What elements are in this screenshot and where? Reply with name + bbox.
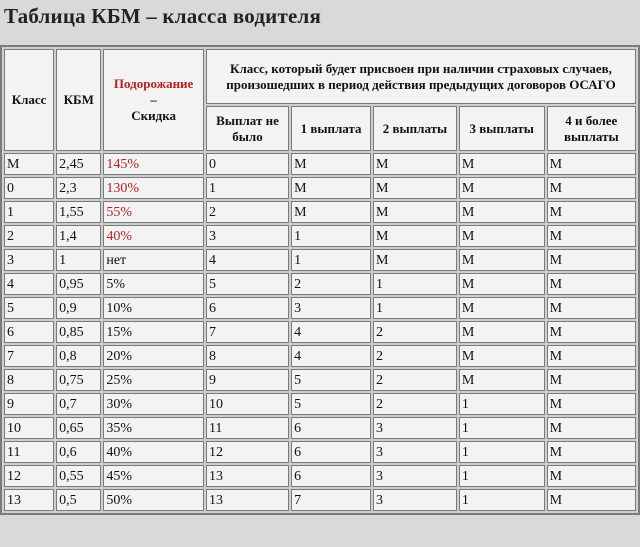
class-cell: 9 (4, 393, 54, 415)
kbm-cell: 1,55 (56, 201, 101, 223)
two-payouts-cell: 2 (373, 369, 457, 391)
change-cell: 50% (103, 489, 204, 511)
one-payout-cell: М (291, 177, 371, 199)
table-body (4, 153, 636, 511)
three-payouts-cell: 1 (459, 441, 545, 463)
kbm-table (0, 45, 640, 515)
change-cell: 55% (103, 201, 204, 223)
four-plus-payouts-cell: М (547, 417, 636, 439)
header-change-dash: – (150, 92, 157, 107)
three-payouts-cell: М (459, 153, 545, 175)
four-plus-payouts-cell: М (547, 489, 636, 511)
one-payout-cell: 1 (291, 225, 371, 247)
kbm-cell: 0,5 (56, 489, 101, 511)
change-cell: 25% (103, 369, 204, 391)
header-change-bottom: Скидка (131, 108, 176, 123)
no-payouts-cell: 2 (206, 201, 289, 223)
subheader-3-payouts: 3 выплаты (459, 106, 545, 151)
class-cell: 11 (4, 441, 54, 463)
header-row (4, 49, 636, 104)
table-container (0, 45, 640, 515)
kbm-cell: 0,65 (56, 417, 101, 439)
three-payouts-cell: М (459, 369, 545, 391)
no-payouts-cell: 12 (206, 441, 289, 463)
two-payouts-cell: 2 (373, 393, 457, 415)
kbm-cell: 0,7 (56, 393, 101, 415)
class-cell: 12 (4, 465, 54, 487)
four-plus-payouts-cell: М (547, 177, 636, 199)
three-payouts-cell: М (459, 273, 545, 295)
change-cell: 130% (103, 177, 204, 199)
two-payouts-cell: М (373, 249, 457, 271)
three-payouts-cell: М (459, 321, 545, 343)
change-cell: 40% (103, 225, 204, 247)
change-cell: 35% (103, 417, 204, 439)
table-row (4, 369, 636, 391)
three-payouts-cell: М (459, 225, 545, 247)
two-payouts-cell: 1 (373, 273, 457, 295)
kbm-cell: 2,45 (56, 153, 101, 175)
no-payouts-cell: 10 (206, 393, 289, 415)
subheader-no-payouts: Выплат не было (206, 106, 289, 151)
kbm-cell: 1,4 (56, 225, 101, 247)
class-cell: 1 (4, 201, 54, 223)
four-plus-payouts-cell: М (547, 201, 636, 223)
table-row (4, 489, 636, 511)
three-payouts-cell: 1 (459, 393, 545, 415)
class-cell: 6 (4, 321, 54, 343)
kbm-cell: 0,6 (56, 441, 101, 463)
class-cell: 3 (4, 249, 54, 271)
no-payouts-cell: 3 (206, 225, 289, 247)
one-payout-cell: 6 (291, 465, 371, 487)
four-plus-payouts-cell: М (547, 321, 636, 343)
table-row (4, 297, 636, 319)
one-payout-cell: 7 (291, 489, 371, 511)
table-row (4, 153, 636, 175)
four-plus-payouts-cell: М (547, 225, 636, 247)
change-cell: 30% (103, 393, 204, 415)
no-payouts-cell: 5 (206, 273, 289, 295)
three-payouts-cell: М (459, 201, 545, 223)
two-payouts-cell: 3 (373, 465, 457, 487)
one-payout-cell: 5 (291, 369, 371, 391)
one-payout-cell: 3 (291, 297, 371, 319)
four-plus-payouts-cell: М (547, 153, 636, 175)
two-payouts-cell: М (373, 201, 457, 223)
one-payout-cell: 6 (291, 417, 371, 439)
three-payouts-cell: 1 (459, 465, 545, 487)
class-cell: 13 (4, 489, 54, 511)
kbm-cell: 0,8 (56, 345, 101, 367)
table-row (4, 177, 636, 199)
class-cell: 4 (4, 273, 54, 295)
three-payouts-cell: М (459, 297, 545, 319)
page-title: Таблица КБМ – класса водителя (4, 4, 322, 28)
table-row (4, 201, 636, 223)
class-cell: 10 (4, 417, 54, 439)
class-cell: 2 (4, 225, 54, 247)
subheader-2-payouts: 2 выплаты (373, 106, 457, 151)
four-plus-payouts-cell: М (547, 297, 636, 319)
change-cell: нет (103, 249, 204, 271)
subheader-4plus-payouts: 4 и более выплаты (547, 106, 636, 151)
one-payout-cell: 5 (291, 393, 371, 415)
two-payouts-cell: 1 (373, 297, 457, 319)
header-class: Класс (4, 49, 54, 151)
one-payout-cell: 4 (291, 321, 371, 343)
no-payouts-cell: 9 (206, 369, 289, 391)
table-row (4, 249, 636, 271)
header-kbm: КБМ (56, 49, 101, 151)
kbm-cell: 0,75 (56, 369, 101, 391)
no-payouts-cell: 6 (206, 297, 289, 319)
one-payout-cell: 2 (291, 273, 371, 295)
change-cell: 10% (103, 297, 204, 319)
table-row (4, 225, 636, 247)
four-plus-payouts-cell: М (547, 441, 636, 463)
class-cell: 7 (4, 345, 54, 367)
no-payouts-cell: 8 (206, 345, 289, 367)
change-cell: 40% (103, 441, 204, 463)
one-payout-cell: М (291, 153, 371, 175)
kbm-cell: 0,95 (56, 273, 101, 295)
four-plus-payouts-cell: М (547, 393, 636, 415)
two-payouts-cell: 3 (373, 441, 457, 463)
three-payouts-cell: 1 (459, 417, 545, 439)
change-cell: 15% (103, 321, 204, 343)
four-plus-payouts-cell: М (547, 273, 636, 295)
header-group: Класс, который будет присвоен при наличии страховых случаев, произошедших в период действия предыдущих договоров ОСАГО (206, 49, 636, 104)
three-payouts-cell: М (459, 177, 545, 199)
table-row (4, 345, 636, 367)
change-cell: 5% (103, 273, 204, 295)
two-payouts-cell: М (373, 225, 457, 247)
one-payout-cell: 4 (291, 345, 371, 367)
kbm-cell: 0,55 (56, 465, 101, 487)
class-cell: 8 (4, 369, 54, 391)
header-change (103, 49, 204, 151)
one-payout-cell: М (291, 201, 371, 223)
two-payouts-cell: 2 (373, 321, 457, 343)
two-payouts-cell: М (373, 177, 457, 199)
no-payouts-cell: 4 (206, 249, 289, 271)
change-cell: 145% (103, 153, 204, 175)
table-row (4, 417, 636, 439)
two-payouts-cell: М (373, 153, 457, 175)
kbm-cell: 0,9 (56, 297, 101, 319)
three-payouts-cell: М (459, 345, 545, 367)
one-payout-cell: 1 (291, 249, 371, 271)
table-row (4, 273, 636, 295)
three-payouts-cell: 1 (459, 489, 545, 511)
header-change-top: Подорожание (113, 76, 194, 91)
no-payouts-cell: 13 (206, 465, 289, 487)
subheader-1-payout: 1 выплата (291, 106, 371, 151)
class-cell: 0 (4, 177, 54, 199)
two-payouts-cell: 3 (373, 489, 457, 511)
one-payout-cell: 6 (291, 441, 371, 463)
four-plus-payouts-cell: М (547, 345, 636, 367)
no-payouts-cell: 11 (206, 417, 289, 439)
no-payouts-cell: 7 (206, 321, 289, 343)
four-plus-payouts-cell: М (547, 249, 636, 271)
two-payouts-cell: 3 (373, 417, 457, 439)
change-cell: 20% (103, 345, 204, 367)
no-payouts-cell: 1 (206, 177, 289, 199)
four-plus-payouts-cell: М (547, 465, 636, 487)
change-cell: 45% (103, 465, 204, 487)
table-row (4, 441, 636, 463)
class-cell: 5 (4, 297, 54, 319)
three-payouts-cell: М (459, 249, 545, 271)
table-row (4, 393, 636, 415)
no-payouts-cell: 13 (206, 489, 289, 511)
no-payouts-cell: 0 (206, 153, 289, 175)
table-row (4, 465, 636, 487)
table-row (4, 321, 636, 343)
kbm-cell: 1 (56, 249, 101, 271)
four-plus-payouts-cell: М (547, 369, 636, 391)
kbm-cell: 0,85 (56, 321, 101, 343)
class-cell: М (4, 153, 54, 175)
kbm-cell: 2,3 (56, 177, 101, 199)
two-payouts-cell: 2 (373, 345, 457, 367)
